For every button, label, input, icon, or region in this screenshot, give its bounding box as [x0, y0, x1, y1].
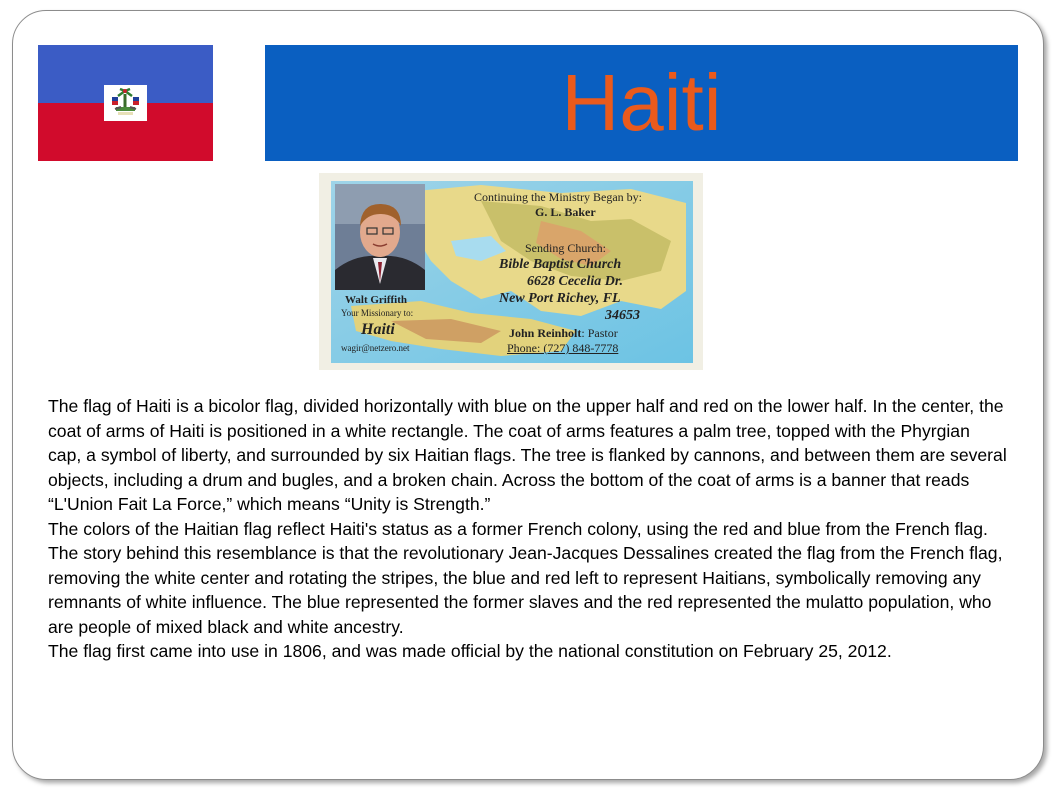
card-missionary-role: Your Missionary to:: [341, 308, 414, 318]
slide-title: Haiti: [561, 58, 722, 147]
paragraph-flag-design: The flag of Haiti is a bicolor flag, divided horizontally with blue on the upper half and red on the lower half. In the center, the coat of arms of Haiti is positioned in a white rectangle. The coat of arms features a palm tree, topped with the Phyrgian cap, a symbol of liberty, and surrounded by six Haitian flags. The tree is flanked by cannons, and between them are several objects, including a drum and bugles, and a broken chain. Across the bottom of the coat of arms is a banner that reads “L'Union Fait La Force,” which means “Unity is Strength.”: [48, 396, 1007, 514]
card-pastor-title: : Pastor: [581, 326, 618, 340]
card-pastor-name: John Reinholt: [509, 326, 582, 340]
flag-description: [48, 394, 1008, 664]
card-street: 6628 Cecelia Dr.: [527, 274, 624, 289]
paragraph-flag-history: The flag first came into use in 1806, and was made official by the national constitution on February 25, 2012.: [48, 641, 892, 661]
card-header-line1: Continuing the Ministry Began by:: [474, 190, 642, 204]
card-pastor: [509, 326, 618, 341]
missionary-photo: [335, 184, 425, 290]
paragraph-flag-colors: The colors of the Haitian flag reflect Haiti's status as a former French colony, using the red and blue from the French flag. The story behind this resemblance is that the revolutionary Jean-Jacques Dessalines created the flag from the French flag, removing the white center and rotating the stripes, the blue and red left to represent Haitians, symbolically removing any remnants of white influence. The blue represented the former slaves and the red represented the mulatto population, who are people of mixed black and white ancestry.: [48, 518, 1003, 637]
card-city: New Port Richey, FL: [499, 291, 621, 306]
card-missionary-name: Walt Griffith: [345, 294, 408, 306]
card-zip: 34653: [605, 308, 640, 323]
missionary-card-image: [319, 173, 703, 370]
coat-of-arms-icon: [104, 85, 147, 121]
card-country: Haiti: [361, 321, 395, 338]
card-sending-label: Sending Church:: [525, 241, 606, 255]
card-email: wagir@netzero.net: [341, 343, 410, 353]
haiti-flag-icon: [38, 45, 213, 161]
card-church-name: Bible Baptist Church: [499, 257, 622, 272]
title-bar: [265, 45, 1018, 161]
card-phone: Phone: (727) 848-7778: [507, 341, 619, 355]
card-header-line2: G. L. Baker: [535, 205, 596, 219]
